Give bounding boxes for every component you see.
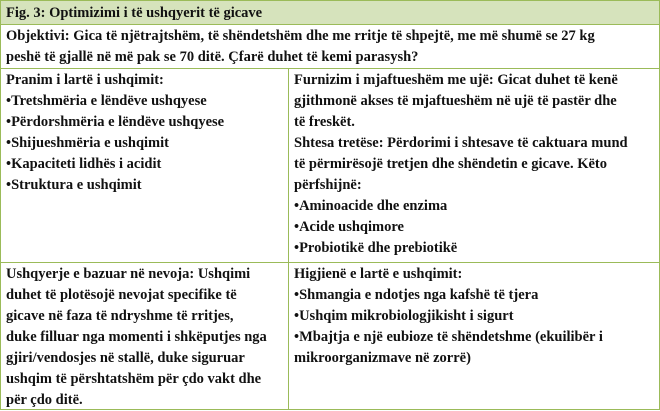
text-line: të freskët. — [294, 114, 355, 130]
cell-feed-intake — [1, 69, 289, 263]
text-line: gjithmonë akses të mjaftueshëm në ujë të pastër dhe — [294, 93, 617, 109]
cell-heading: Higjienë e lartë e ushqimit: — [294, 266, 463, 282]
objective-line: peshë të gjallë në më pak se 70 ditë. Çfarë duhet të kemi parasysh? — [6, 49, 419, 65]
text-line: gjiri/vendosjes në stallë, duke siguruar — [6, 350, 245, 366]
objective-line: Objektivi: Gica të njëtrajtshëm, të shëndetshëm dhe me rritje të shpejtë, me më shumë se 27 kg — [6, 28, 595, 44]
list-item: •Mbajtja e një eubioze të shëndetshme (ekuilibër i — [294, 329, 603, 345]
list-item: •Ushqim mikrobiologjikisht i sigurt — [294, 308, 514, 324]
cell-heading: Pranim i lartë i ushqimit: — [6, 72, 164, 88]
cell-needs-based-feeding — [1, 263, 289, 409]
list-item: •Struktura e ushqimit — [6, 177, 142, 193]
text-line: Shtesa tretëse: Përdorimi i shtesave të caktuara mund — [294, 135, 628, 151]
list-item: •Kapaciteti lidhës i acidit — [6, 156, 162, 172]
list-item: •Tretshmëria e lëndëve ushqyese — [6, 93, 207, 109]
text-line: të përmirësojë tretjen dhe shëndetin e gicave. Këto — [294, 156, 608, 172]
text-line: Ushqyerje e bazuar në nevoja: Ushqimi — [6, 266, 251, 282]
text-line: ushqim të përshtatshëm për çdo vakt dhe — [6, 371, 262, 387]
text-line: Furnizim i mjaftueshëm me ujë: Gicat duhet të kenë — [294, 72, 618, 88]
list-item: •Shijueshmëria e ushqimit — [6, 135, 169, 151]
list-item: •Përdorshmëria e lëndëve ushqyese — [6, 114, 225, 130]
text-line: duke filluar nga momenti i shkëputjes nga — [6, 329, 267, 345]
figure-title: Fig. 3: Optimizimi i të ushqyerit të gicave — [1, 1, 659, 25]
text-line: për çdo ditë. — [6, 392, 83, 408]
objective-row — [1, 25, 659, 69]
list-item: •Aminoacide dhe enzima — [294, 198, 448, 214]
text-line: përfshijnë: — [294, 177, 362, 193]
cell-water-supply — [289, 69, 659, 263]
text-line: duhet të plotësojë nevojat specifike të — [6, 287, 237, 303]
cell-feed-hygiene — [289, 263, 659, 409]
list-item: •Probiotikë dhe prebiotikë — [294, 240, 458, 256]
list-item: •Shmangia e ndotjes nga kafshë të tjera — [294, 287, 539, 303]
list-item: •Acide ushqimore — [294, 219, 404, 235]
text-line: mikroorganizmave në zorrë) — [294, 350, 471, 366]
text-line: gicave në faza të ndryshme të rritjes, — [6, 308, 234, 324]
